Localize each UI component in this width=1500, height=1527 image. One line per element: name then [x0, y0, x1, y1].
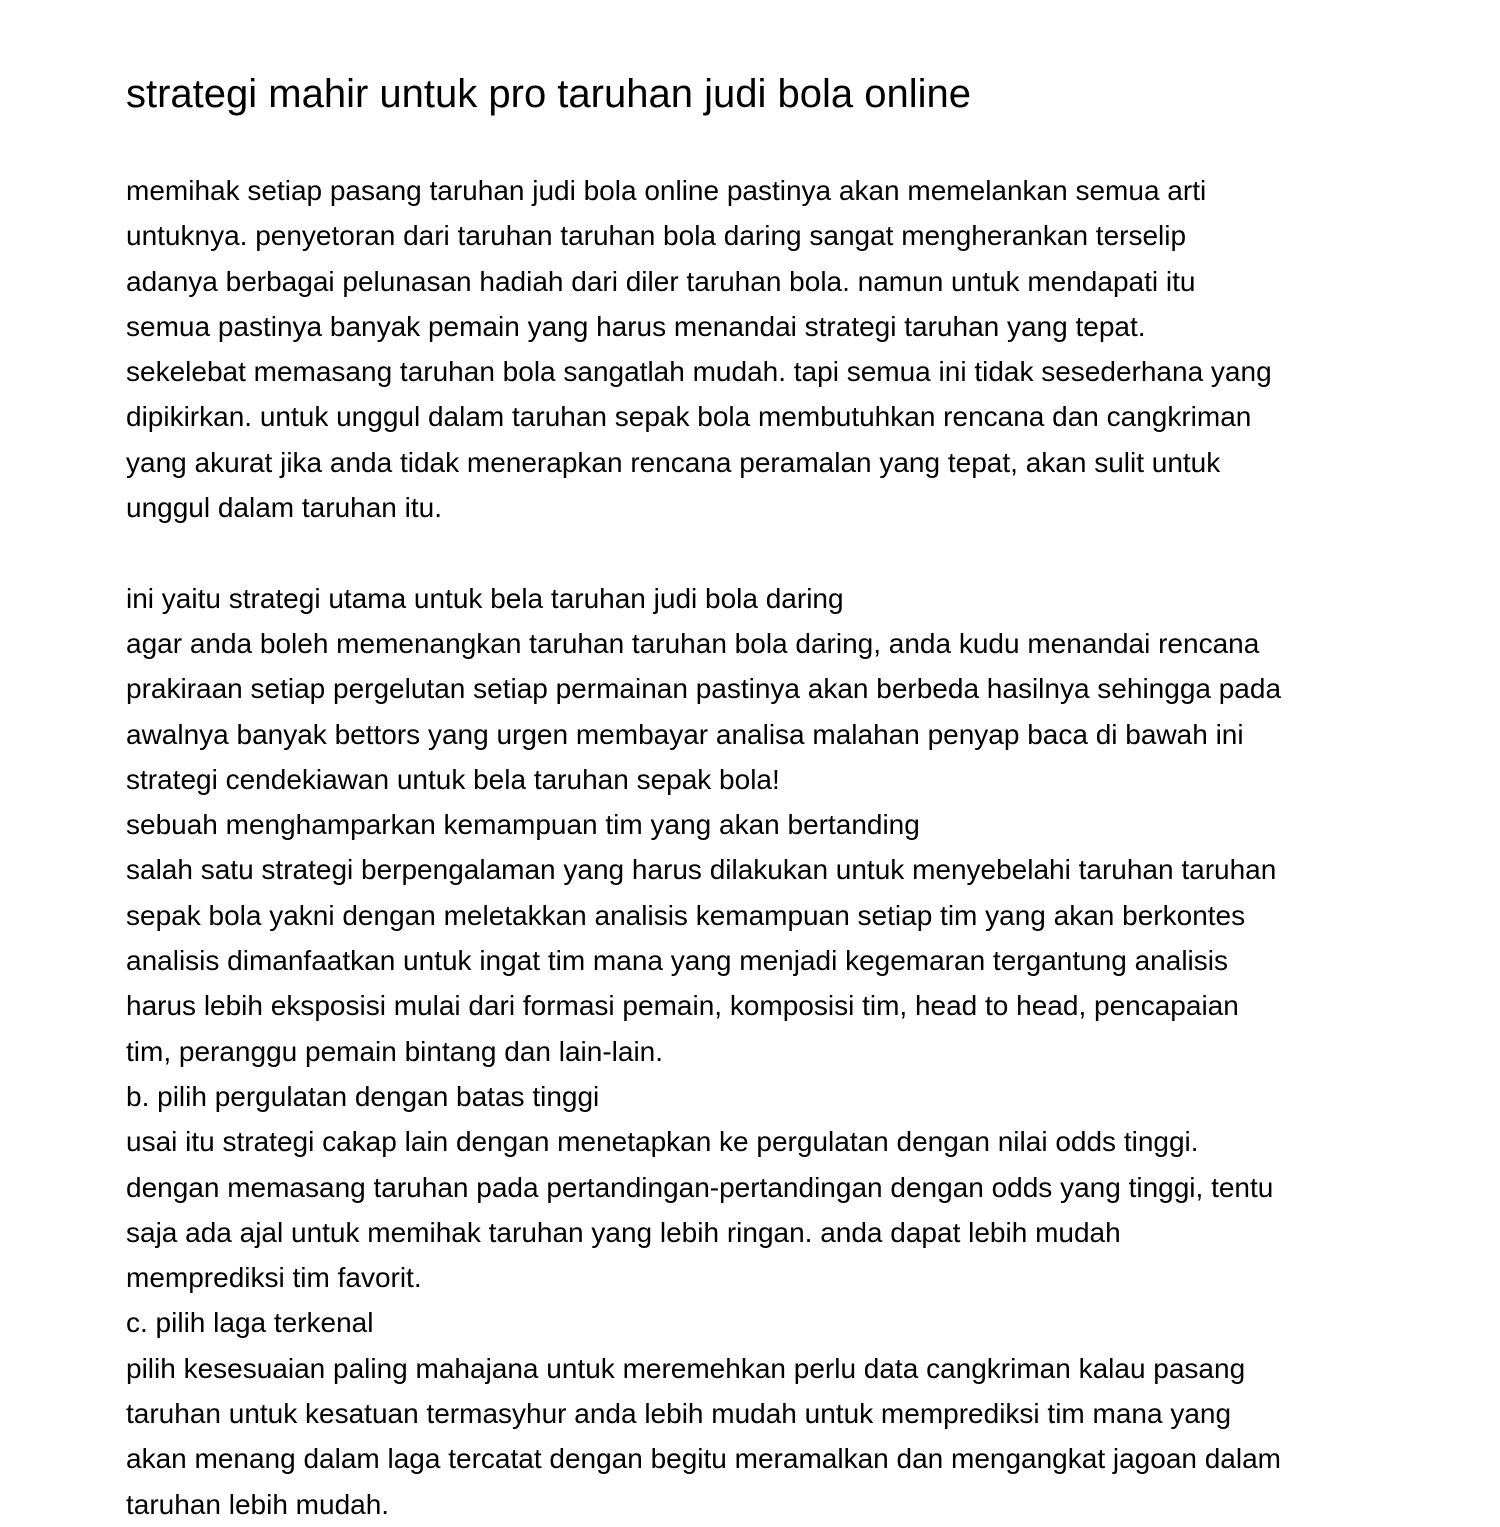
section-heading: b. pilih pergulatan dengan batas tinggi [126, 1080, 600, 1112]
text-line: prakiraan setiap pergelutan setiap permainan pastinya akan berbeda hasilnya sehingga pada [126, 673, 1282, 705]
text-line: harus lebih eksposisi mulai dari formasi pemain, komposisi tim, head to head, pencapaian [126, 990, 1239, 1022]
section-heading: ini yaitu strategi utama untuk bela taruhan judi bola daring [126, 582, 844, 614]
section-heading: c. pilih laga terkenal [126, 1307, 374, 1339]
text-line: usai itu strategi cakap lain dengan menetapkan ke pergulatan dengan nilai odds tinggi. [126, 1126, 1199, 1158]
text-line: tim, peranggu pemain bintang dan lain-lain. [126, 1035, 664, 1067]
text-line: awalnya banyak bettors yang urgen membayar analisa malahan penyap baca di bawah ini [126, 718, 1244, 750]
paragraph-gap [126, 530, 1386, 575]
text-line: adanya berbagai pelunasan hadiah dari diler taruhan bola. namun untuk mendapati itu [126, 265, 1196, 297]
text-line: yang akurat jika anda tidak menerapkan rencana peramalan yang tepat, akan sulit untuk [126, 446, 1221, 478]
text-line: untuknya. penyetoran dari taruhan taruhan bola daring sangat mengherankan terselip [126, 220, 1187, 252]
text-line: semua pastinya banyak pemain yang harus menandai strategi taruhan yang tepat. [126, 310, 1146, 342]
text-line: pilih kesesuaian paling mahajana untuk meremehkan perlu data cangkriman kalau pasang [126, 1352, 1246, 1384]
text-line: sepak bola yakni dengan meletakkan analisis kemampuan setiap tim yang akan berkontes [126, 899, 1246, 931]
text-line: memihak setiap pasang taruhan judi bola online pastinya akan memelankan semua arti [126, 175, 1207, 206]
text-line: saja ada ajal untuk memihak taruhan yang lebih ringan. anda dapat lebih mudah [126, 1216, 1121, 1248]
text-line: analisis dimanfaatkan untuk ingat tim mana yang menjadi kegemaran tergantung analisis [126, 945, 1228, 977]
text-line: taruhan lebih mudah. [126, 1488, 390, 1520]
text-line: agar anda boleh memenangkan taruhan taruhan bola daring, anda kudu menandai rencana [126, 627, 1260, 659]
text-line: dipikirkan. untuk unggul dalam taruhan sepak bola membutuhkan rencana dan cangkriman [126, 401, 1252, 433]
document-title: strategi mahir untuk pro taruhan judi bola online [126, 72, 971, 116]
text-line: taruhan untuk kesatuan termasyhur anda lebih mudah untuk memprediksi tim mana yang [126, 1398, 1232, 1430]
text-line: sekelebat memasang taruhan bola sangatlah mudah. tapi semua ini tidak sesederhana yang [126, 356, 1272, 388]
text-line: memprediksi tim favorit. [126, 1262, 422, 1294]
text-line: strategi cendekiawan untuk bela taruhan sepak bola! [126, 763, 780, 795]
text-line: unggul dalam taruhan itu. [126, 492, 442, 524]
document-page [126, 0, 1386, 1520]
text-line: salah satu strategi berpengalaman yang harus dilakukan untuk menyebelahi taruhan taruhan [126, 854, 1277, 886]
text-line: dengan memasang taruhan pada pertandingan-pertandingan dengan odds yang tinggi, tentu [126, 1171, 1274, 1203]
section-heading: sebuah menghamparkan kemampuan tim yang akan bertanding [126, 809, 920, 841]
text-line: akan menang dalam laga tercatat dengan begitu meramalkan dan mengangkat jagoan dalam [126, 1443, 1281, 1475]
document-body [126, 168, 1386, 1527]
